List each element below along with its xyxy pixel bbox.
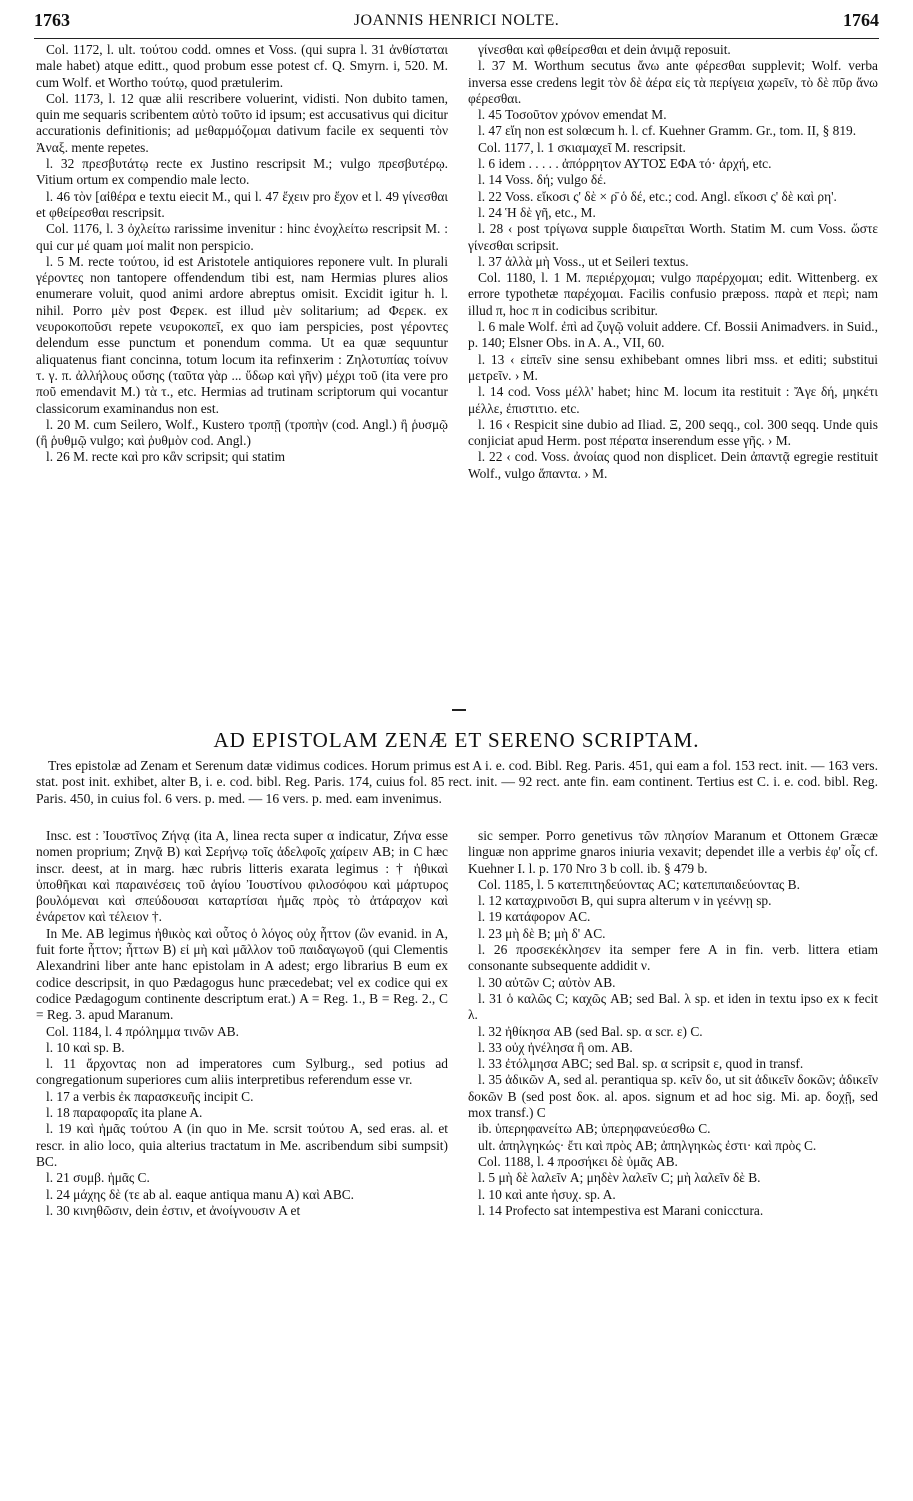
note-paragraph: Col. 1185, l. 5 κατεπιτηδεύοντας AC; κατεπιπαιδεύοντας B. <box>478 876 800 892</box>
intro-paragraph: Tres epistolæ ad Zenam et Serenum datæ vidimus codices. Horum primus est A i. e. cod. Bibl. Reg. Paris. 451, qui eam a fol. 153 rect. init. — 163 vers. stat. post init. exhibet, alter B, i. e. cod. bibl. Reg. Paris. 174, cuius fol. 85 rect. init. — 92 rect. ante fin. eam continent. Tertius est C. i. e. cod. bibl. Reg. Paris. 450, in cuius fol. 6 vers. p. med. — 16 vers. p. med. eam invenimus. <box>36 758 878 806</box>
note-paragraph: l. 6 idem . . . . . ἀπόρρητον ΑΥΤΟΣ ΕΦΑ τό· ἀρχή, etc. <box>478 156 772 172</box>
note-paragraph: l. 37 M. Worthum secutus ἄνω ante φέρεσθαι supplevit; Wolf. verba inversa esse credens legit τὸν δὲ ἀέρα εἰς τὰ περίγεια χωρεῖν, τὸ δὲ πῦρ ἄνω φέρεσθαι. <box>468 58 878 106</box>
note-paragraph: l. 46 τὸν [αἰθέρα e textu eiecit M., qui l. 47 ἔχειν pro ἔχον et l. 49 γίνεσθαι et φθείρεσθαι rescripsit. <box>36 188 448 220</box>
note-paragraph: l. 14 Profecto sat intempestiva est Marani conicctura. <box>478 1202 764 1218</box>
top-left-column <box>36 42 448 466</box>
note-paragraph: ult. ἀπηλγηκώς· ἔτι καὶ πρὸς AB; ἀπηλγηκὼς ἐστι· καὶ πρὸς C. <box>478 1137 817 1153</box>
note-paragraph: l. 20 M. cum Seilero, Wolf., Kustero τροπῇ (τροπὴν (cod. Angl.) ἢ ῥυσμῷ (ἢ ῥυθμῷ vulgo; καὶ ῥυθμὸν cod. Angl.) <box>36 416 448 449</box>
note-paragraph: l. 23 μὴ δὲ B; μὴ δ' AC. <box>478 925 606 941</box>
note-paragraph: l. 21 συμβ. ἡμᾶς C. <box>46 1170 150 1186</box>
note-paragraph: l. 19 καὶ ἡμᾶς τούτου A (in quo in Me. scrsit τούτου A, sed eras. al. et rescr. in alio loco, quia alterius tractatum in Me. ascribendum sibi sumpsit) BC. <box>36 1121 448 1169</box>
note-paragraph: l. 31 ὁ καλῶς C; καχῶς AB; sed Bal. λ sp. et iden in textu ipso ex κ fecit λ. <box>468 990 878 1023</box>
note-paragraph: γίνεσθαι καὶ φθείρεσθαι et dein ἀνιμᾷ reposuit. <box>478 42 731 57</box>
note-paragraph: l. 47 εἴη non est solœcum h. l. cf. Kuehner Gramm. Gr., tom. II, § 819. <box>478 123 857 139</box>
running-header <box>34 10 879 36</box>
note-paragraph: l. 26 M. recte καὶ pro κἂν scripsit; qui statim <box>46 449 286 465</box>
note-paragraph: Col. 1176, l. 3 ὀχλείτω rarissime invenitur : hinc ἐνοχλείτω rescripsit M. : qui cur μέ quam μοί malit non perspicio. <box>36 221 448 253</box>
note-paragraph: l. 16 ‹ Respicit sine dubio ad Iliad. Ξ, 200 seqq., col. 300 seqq. Unde quis conjiciat apud Herm. post πέρατα inserendum esse γῆς. › M. <box>468 416 878 449</box>
bottom-left-column <box>36 828 448 1219</box>
note-paragraph: l. 10 καὶ ante ἡσυχ. sp. A. <box>478 1186 616 1202</box>
note-paragraph: l. 5 M. recte τούτου, id est Aristotele antiquiores reponere vult. In plurali γέροντες non tantopere offendendum tibi est, nam Hermias plures alios enumerare voluit, quod animi ardore abreptus omisit. Excidit igitur h. l. nihil. Porro μὲν post Φερεκ. est illud μὲν solitarium; ad Φερεκ. ex νευροκοποῦσι repete νευροκοπεῖ, ex quo iam perspicies, post γέροντες delendum esse punctum et ponendum comma. Ut ea quæ sequuntur aliquatenus fiant concinna, totum locum ita refinxerim : Ζηλοτυπίας τοίνυν τ. γ. π. ἀλλήλους οὔσης (ταῦτα γὰρ ... ὕδωρ καὶ γῆν) μέχρι τοῦ (ita vere pro ποῦ emendavit M.) τὰ τ., etc. Hermias ad trutinam scriptorum qui vocantur classicorum examinandus non est. <box>36 253 448 416</box>
note-paragraph: l. 18 παραφοραῖς ita plane A. <box>46 1105 203 1121</box>
note-paragraph: sic semper. Porro genetivus τῶν πλησίον Maranum et Ottonem Græcæ linguæ non apprime gnaros iniuria vexavit; dependet ille a verbis ἐφ' οἷς cf. Kuehner I. l. p. 170 Nro 3 b coll. ib. § 479 b. <box>468 828 878 876</box>
section-divider-dash <box>452 709 466 711</box>
note-paragraph: l. 33 ἐτόλμησα ABC; sed Bal. sp. α scripsit ε, quod in transf. <box>478 1056 804 1072</box>
note-paragraph: l. 19 κατάφορον AC. <box>478 909 591 925</box>
bottom-right-column <box>468 828 878 1219</box>
note-paragraph: In Me. AB legimus ἠθικὸς καὶ οὗτος ὁ λόγος οὐχ ἧττον (ὢν evanid. in A, fuit forte ἧττον; ἧττων B) εἰ μὴ καὶ μᾶλλον τοῦ παιδαγωγοῦ (qui Clementis Alexandrini liber ante hanc epistolam in A adest; ergo librarius B eum ex codice descripsit, in quo Pædagogus hunc præcedebat; vel ex codice qui ex codice Pædagogum continente descriptum erat.) A = Reg. 1., B = Reg. 2., C = Reg. 3. apud Maranum. <box>36 925 448 1023</box>
note-paragraph: l. 45 Τοσοῦτον χρόνον emendat M. <box>478 107 667 123</box>
note-paragraph: l. 12 καταχρινοῦσι B, qui supra alterum ν in γεέννῃ sp. <box>478 893 772 909</box>
note-paragraph: l. 14 cod. Voss μέλλ' habet; hinc M. locum ita restituit : Ἄγε δή, μηκέτι μέλλε, ἐπιστιτιο. etc. <box>468 384 878 416</box>
top-right-column <box>468 42 878 482</box>
note-paragraph: Col. 1180, l. 1 M. περιέρχομαι; vulgo παρέρχομαι; edit. Wittenberg. ex errore typothetæ παρέχομαι. Facilis confusio præposs. παρὰ et περὶ; nam illud π, hoc π in codicibus scribitur. <box>468 270 878 318</box>
note-paragraph: l. 26 προσεκέκλησεν ita semper fere A in fin. verb. littera etiam consonante subsequente addidit ν. <box>468 942 878 974</box>
left-page-number: 1763 <box>34 10 70 30</box>
note-paragraph: ib. ὑπερηφανείτω AB; ὑπερηφανεύεσθω C. <box>478 1121 711 1137</box>
note-paragraph: l. 28 ‹ post τρίγωνα supple διαιρεῖται Worth. Statim M. cum Voss. ὥστε γίνεσθαι scripsit. <box>468 221 878 253</box>
header-rule <box>34 38 879 39</box>
note-paragraph: l. 33 οὐχ ἠνέλησα ἢ om. AB. <box>478 1039 633 1055</box>
note-paragraph: l. 24 μάχης δὲ (τε ab al. eaque antiqua manu A) καὶ ABC. <box>46 1186 355 1202</box>
note-paragraph: l. 14 Voss. δή; vulgo δέ. <box>478 172 607 188</box>
note-paragraph: Col. 1177, l. 1 σκιαμαχεῖ M. rescripsit. <box>478 139 686 155</box>
section-title: AD EPISTOLAM ZENÆ ET SERENO SCRIPTAM. <box>213 728 700 752</box>
note-paragraph: l. 30 αὐτῶν C; αὐτὸν AB. <box>478 974 616 990</box>
note-paragraph: Col. 1188, l. 4 προσήκει δὲ ὑμᾶς AB. <box>478 1153 678 1169</box>
section-intro <box>36 758 878 807</box>
note-paragraph: l. 32 ἠθίκησα AB (sed Bal. sp. α scr. ε) C. <box>478 1023 703 1039</box>
note-paragraph: l. 17 a verbis ἐκ παρασκευῆς incipit C. <box>46 1088 254 1104</box>
note-paragraph: l. 24 Ἡ δὲ γῆ, etc., M. <box>478 204 596 220</box>
running-title: JOANNIS HENRICI NOLTE. <box>353 12 560 29</box>
note-paragraph: Insc. est : Ἰουστῖνος Ζήνᾳ (ita A, linea recta super α indicatur, Ζήνα esse nomen proprium; Ζηνᾷ B) καὶ Σερήνῳ τοῖς ἀδελφοῖς χαίρειν AB; in C hæc inscr. deest, at in marg. hæc rubris litteris exarata legimus : † ἠθικαὶ ὑποθῆκαι καὶ παραινέσεις τοῦ ἁγίου Ἰουστίνου φιλοσόφου καὶ μάρτυρος βουλόμεναι καὶ σπεύδουσαι καταρτίσαι ἡμᾶς πρὸς τὸ ἀτάραχον καὶ ἐνάρετον καὶ τέλειον †. <box>36 828 448 925</box>
note-paragraph: l. 35 ἀδικῶν A, sed al. perantiqua sp. κεῖν δο, ut sit ἀδικεῖν δοκῶν; ἀδικεῖν δοκῶν B (sed post δοκ. al. apos. signum et ad hoc sig. Mi. ap. δοχῇ, sed mox transf.) C <box>468 1072 878 1121</box>
note-paragraph: l. 13 ‹ εἰπεῖν sine sensu exhibebant omnes libri mss. et editi; substitui μετρεῖν. › M. <box>468 351 878 383</box>
note-paragraph: l. 22 ‹ cod. Voss. ἀνοίας quod non displicet. Dein ἀπαντᾷ egregie restituit Wolf., vulgo ἅπαντα. › M. <box>468 449 878 481</box>
note-paragraph: l. 11 ἄρχοντας non ad imperatores cum Sylburg., sed potius ad congregationum superiores cum aliis interpretibus referendum esse vr. <box>36 1056 448 1088</box>
note-paragraph: l. 10 καὶ sp. B. <box>46 1039 125 1055</box>
note-paragraph: l. 32 πρεσβυτάτῳ recte ex Justino rescripsit M.; vulgo πρεσβυτέρῳ. Vitium ortum ex compendio male lecto. <box>36 156 448 188</box>
note-paragraph: Col. 1184, l. 4 πρόλημμα τινῶν AB. <box>46 1023 239 1039</box>
right-page-number: 1764 <box>843 10 879 30</box>
note-paragraph: Col. 1173, l. 12 quæ alii rescribere voluerint, vidisti. Non dubito tamen, quin me sequaris scribentem αὐτὸ τοῦτο id ipsum; est accusativus qui dicitur accurationis definitionis; ad μεθαρμόζομαι dativum facile ex sequenti τὸν Ἀναξ. mente repetes. <box>36 90 448 155</box>
note-paragraph: l. 6 male Wolf. ἐπὶ ad ζυγῷ voluit addere. Cf. Bossii Animadvers. in Suid., p. 140; Elsner Obs. in A. A., VII, 60. <box>468 319 878 351</box>
note-paragraph: l. 5 μὴ δὲ λαλεῖν A; μηδὲν λαλεῖν C; μὴ λαλεῖν δὲ B. <box>478 1170 761 1186</box>
note-paragraph: l. 22 Voss. εἴκοσι ς' δὲ × ρ̄ ὁ δέ, etc.; cod. Angl. εἴκοσι ς' δὲ καὶ ρη'. <box>478 188 837 204</box>
note-paragraph: Col. 1172, l. ult. τούτου codd. omnes et Voss. (qui supra l. 31 ἀνθίσταται male habet) atque editt., quod probum esse potest cf. Q. Smyrn. i, 520. M. cum Wolf. et Wortho τούτῳ, quod prætulerim. <box>36 42 448 90</box>
note-paragraph: l. 30 κινηθῶσιν, dein ἐστιν, et ἀνοίγνουσιν A et <box>46 1202 301 1218</box>
note-paragraph: l. 37 ἀλλὰ μὴ Voss., ut et Seileri textus. <box>478 253 689 269</box>
